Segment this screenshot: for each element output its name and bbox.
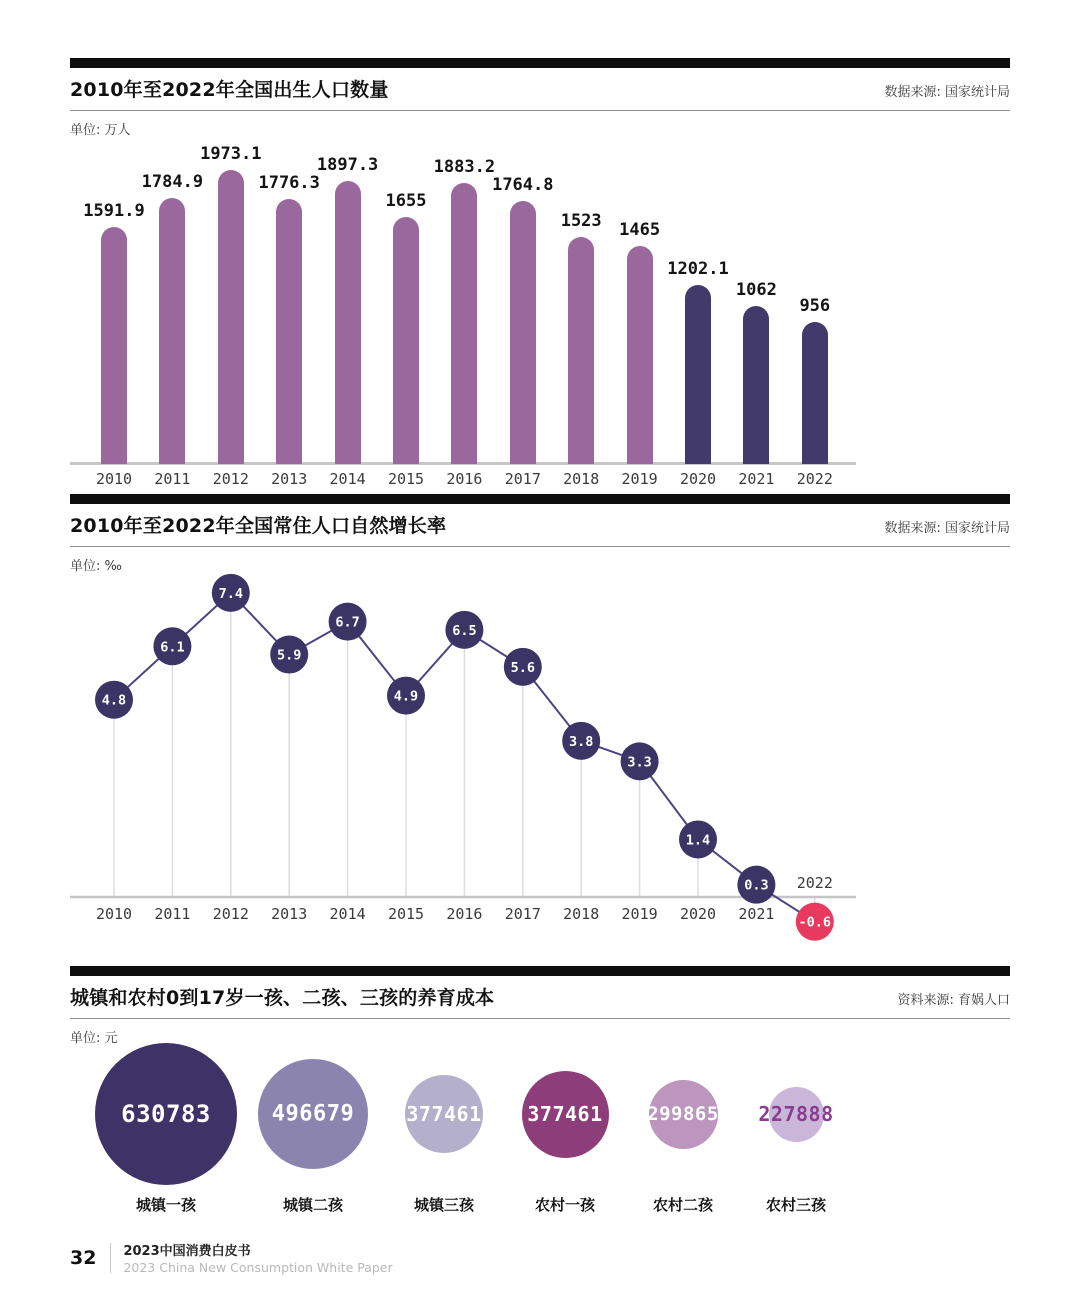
cost-bubble-value: 377461: [527, 1102, 603, 1126]
cost-bubble-value: 630783: [121, 1100, 211, 1128]
bar-value-label: 1883.2: [433, 157, 496, 178]
bar-2020: [685, 285, 711, 464]
data-point-value: 6.5: [452, 622, 477, 639]
data-point-value: 6.1: [160, 639, 185, 656]
cost-bubble-label: 城镇三孩: [413, 1196, 475, 1214]
data-source-label: 数据来源: 国家统计局: [884, 85, 1010, 100]
x-axis-tick-label: 2015: [387, 905, 425, 923]
bar-2013: [276, 199, 302, 464]
bar-value-label: 1655: [385, 191, 427, 212]
data-point-value: 5.9: [277, 647, 302, 664]
x-axis-tick-label: 2016: [446, 905, 483, 923]
section-top-rule: [70, 58, 1010, 68]
cost-bubble-label: 农村一孩: [534, 1196, 596, 1214]
chart-header: [70, 504, 1010, 547]
x-axis-tick-label: 2015: [387, 470, 425, 488]
x-axis-tick-label: 2011: [154, 905, 191, 923]
data-point-value: 0.3: [744, 877, 769, 894]
cost-bubble-label: 城镇二孩: [282, 1196, 344, 1214]
bar-value-label: 1523: [560, 211, 602, 232]
x-axis-tick-label: 2012: [212, 905, 249, 923]
x-axis-tick-label: 2017: [504, 470, 541, 488]
x-axis-tick-label: 2021: [738, 470, 775, 488]
bar-value-label: 1897.3: [316, 155, 379, 176]
birth-population-section: [70, 58, 1010, 488]
x-axis-tick-label: 2020: [679, 905, 717, 923]
rearing-cost-bubble-chart: [70, 1043, 1010, 1214]
bar-value-label: 1465: [619, 219, 661, 240]
x-axis-tick-label: 2011: [154, 470, 191, 488]
document-title-en: 2023 China New Consumption White Paper: [123, 1260, 393, 1275]
chart-title: 城镇和农村0到17岁一孩、二孩、三孩的养育成本: [70, 987, 495, 1009]
data-point-value: 4.9: [393, 688, 419, 705]
rearing-cost-section: [70, 966, 1010, 1214]
bar-2016: [451, 183, 477, 464]
footer-titles: [111, 1240, 392, 1275]
bar-value-label: 1973.1: [200, 144, 262, 164]
section-top-rule: [70, 966, 1010, 976]
x-axis-tick-label: 2012: [212, 470, 249, 488]
unit-label: 单位: 元: [70, 1031, 118, 1046]
x-axis-tick-label: 2010: [95, 905, 133, 923]
x-axis-tick-label: 2014: [329, 470, 366, 488]
cost-bubble-label: 城镇一孩: [135, 1196, 197, 1214]
x-axis-tick-label: 2018: [563, 905, 600, 923]
cost-bubble-value: 496679: [271, 1101, 355, 1127]
page-footer: [70, 1240, 1010, 1275]
x-axis-tick-label: 2016: [446, 470, 483, 488]
birth-population-bar-chart: [70, 140, 856, 488]
bar-2017: [510, 201, 536, 464]
cost-bubble-label: 农村三孩: [765, 1196, 827, 1214]
bar-2018: [568, 237, 594, 464]
data-point-value: 3.3: [627, 754, 652, 771]
cost-bubble-value: 377461: [406, 1102, 482, 1126]
bar-2012: [218, 170, 244, 464]
x-axis-tick-label: 2014: [329, 905, 366, 923]
data-point-value: 3.8: [569, 733, 594, 750]
bar-value-label: 1784.9: [141, 172, 204, 193]
data-source-label: 资料来源: 育娲人口: [897, 993, 1010, 1008]
line-chart-canvas: [70, 573, 856, 953]
data-point-value: -0.6: [798, 914, 832, 931]
data-point-value: 7.4: [218, 585, 243, 602]
data-point-value: 6.7: [335, 614, 360, 631]
bar-value-label: 1764.8: [492, 175, 554, 196]
bar-value-label: 1202.1: [667, 258, 729, 279]
bar-2021: [743, 306, 769, 464]
data-point-value: 5.6: [510, 659, 535, 676]
cost-bubble-label: 农村二孩: [652, 1196, 714, 1214]
bar-2010: [101, 227, 127, 464]
data-point-value: 1.4: [685, 832, 711, 849]
x-axis-tick-label: 2021: [738, 905, 775, 923]
bar-2011: [159, 198, 185, 464]
chart-title: 2010年至2022年全国出生人口数量: [70, 79, 389, 101]
chart-header: [70, 976, 1010, 1019]
chart-title: 2010年至2022年全国常住人口自然增长率: [70, 515, 447, 537]
cost-bubble-value: 227888: [758, 1102, 834, 1126]
x-axis-tick-label: 2019: [621, 905, 658, 923]
bar-2014: [335, 181, 361, 464]
bar-2015: [393, 217, 419, 464]
page-number: 32: [70, 1246, 97, 1269]
x-axis-tick-label: 2020: [679, 470, 717, 488]
x-axis-tick-label: 2022: [796, 470, 833, 488]
x-axis-tick-label: 2022: [796, 874, 833, 892]
bar-2022: [802, 322, 828, 464]
cost-bubble-value: 299865: [647, 1103, 719, 1125]
bar-2019: [627, 246, 653, 464]
data-source-label: 数据来源: 国家统计局: [884, 521, 1010, 536]
bar-value-label: 1062: [735, 279, 777, 300]
x-axis-tick-label: 2010: [95, 470, 133, 488]
x-axis-tick-label: 2013: [271, 470, 308, 488]
data-point-value: 4.8: [101, 692, 127, 709]
bar-value-label: 1591.9: [83, 200, 145, 221]
x-axis-tick-label: 2018: [563, 470, 600, 488]
bar-value-label: 1776.3: [258, 173, 320, 194]
bubble-labels-strip: [70, 1188, 1010, 1214]
x-axis-tick-label: 2013: [271, 905, 308, 923]
x-axis-tick-label: 2017: [504, 905, 541, 923]
unit-label: 单位: ‰: [70, 559, 122, 574]
bar-value-label: 956: [799, 295, 831, 316]
growth-rate-line-chart: [70, 573, 1010, 953]
document-title-cn: 2023中国消费白皮书: [123, 1244, 251, 1259]
section-top-rule: [70, 494, 1010, 504]
growth-rate-section: [70, 494, 1010, 953]
x-axis-tick-label: 2019: [621, 470, 658, 488]
chart-header: [70, 68, 1010, 111]
unit-label: 单位: 万人: [70, 123, 131, 138]
